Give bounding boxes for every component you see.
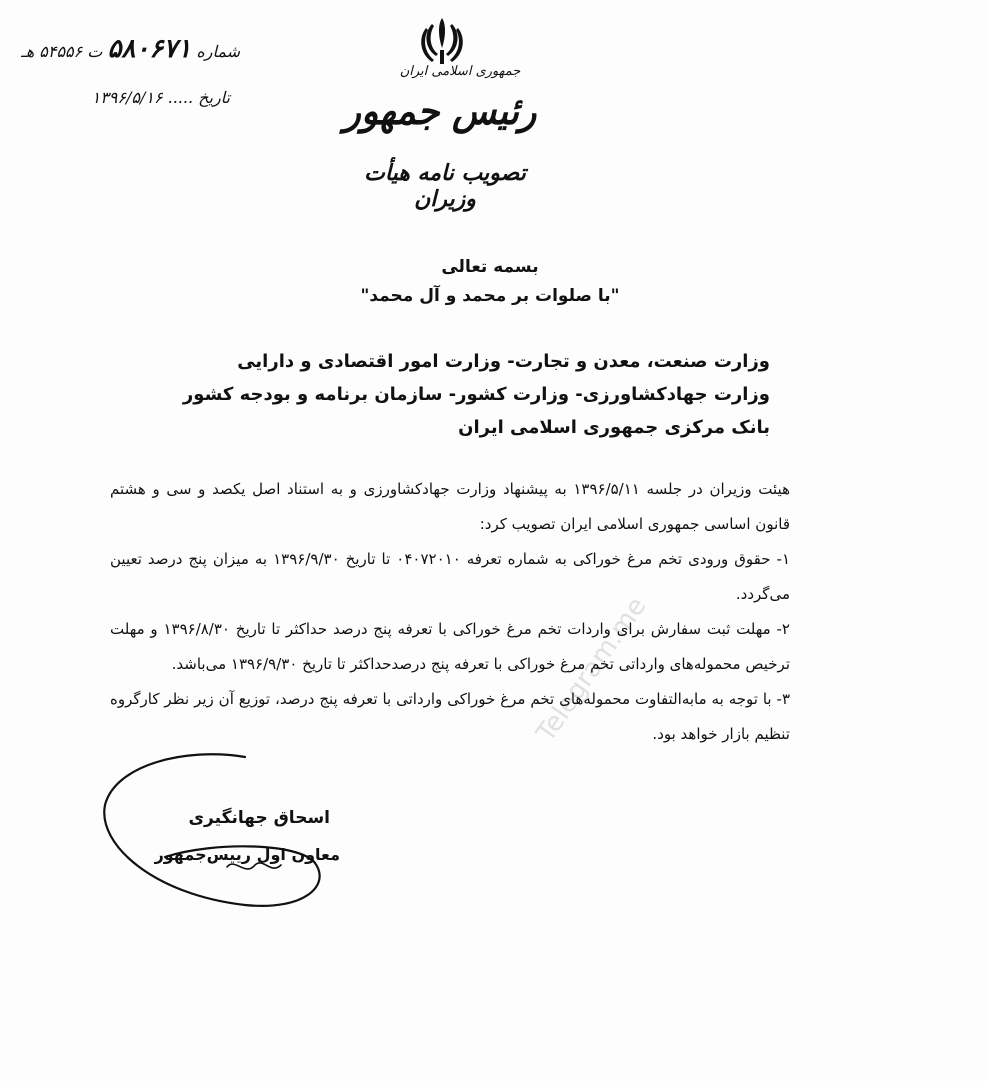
date-label: تاریخ: [198, 88, 230, 107]
document-date: تاریخ ..... ۱۳۹۶/۵/۱۶: [91, 88, 230, 107]
intro-paragraph: هیئت وزیران در جلسه ۱۳۹۶/۵/۱۱ به پیشنهاد وزارت جهادکشاورزی و به استناد اصل یکصد و سی و هشتم قانون اساسی جمهوری اسلامی ایران تصویب کرد:: [110, 480, 790, 533]
signatory-title: معاون اول رییس‌جمهور: [154, 845, 340, 864]
clause-2: ۲- مهلت ثبت سفارش برای واردات تخم مرغ خوراکی با تعرفه پنج درصد حداکثر تا تاریخ ۱۳۹۶/۸/۳۰ و مهلت ترخیص محموله‌های وارداتی تخم مرغ خوراکی با تعرفه پنج درصدحداکثر تا تاریخ ۱۳۹۶/۹/۳۰ می‌باشد.: [110, 620, 790, 673]
addressee-line: بانک مرکزی جمهوری اسلامی ایران: [458, 417, 770, 438]
addressee-line: وزارت صنعت، معدن و تجارت- وزارت امور اقتصادی و دارایی: [237, 351, 770, 372]
iran-emblem-icon: [418, 14, 466, 70]
clause-3: ۳- با توجه به مابه‌التفاوت محموله‌های تخم مرغ خوراکی وارداتی با تعرفه پنج درصد، توزیع آن زیر نظر کارگروه تنظیم بازار خواهد بود.: [110, 690, 790, 743]
addressee-block: [150, 345, 770, 444]
salavat: "با صلوات بر محمد و آل محمد": [360, 286, 620, 306]
handwritten-signature: [95, 745, 335, 915]
number-value: ۵۸۰۶۷۱: [107, 34, 192, 64]
number-label: شماره: [196, 42, 240, 61]
signatory-name: اسحاق جهانگیری: [188, 808, 330, 828]
watermark-text: Telegram.me: [531, 591, 653, 748]
document-number: [21, 34, 240, 64]
date-value: ۱۳۹۶/۵/۱۶: [91, 88, 163, 107]
bismillah: بسمه تعالی: [441, 257, 539, 277]
country-name: جمهوری اسلامی ایران: [399, 64, 521, 79]
document-type: تصویب نامه هیأت وزیران: [364, 160, 526, 212]
addressee-line: وزارت جهادکشاورزی- وزارت کشور- سازمان برنامه و بودجه کشور: [182, 384, 770, 405]
office-title: رئیس جمهور: [343, 88, 537, 133]
number-suffix: ت ۵۴۵۵۶ هـ: [21, 42, 103, 61]
decree-body: [110, 472, 790, 752]
clause-1: ۱- حقوق ورودی تخم مرغ خوراکی به شماره تعرفه ۰۴۰۷۲۰۱۰ تا تاریخ ۱۳۹۶/۹/۳۰ به میزان پنج درصد تعیین می‌گردد.: [110, 550, 790, 603]
